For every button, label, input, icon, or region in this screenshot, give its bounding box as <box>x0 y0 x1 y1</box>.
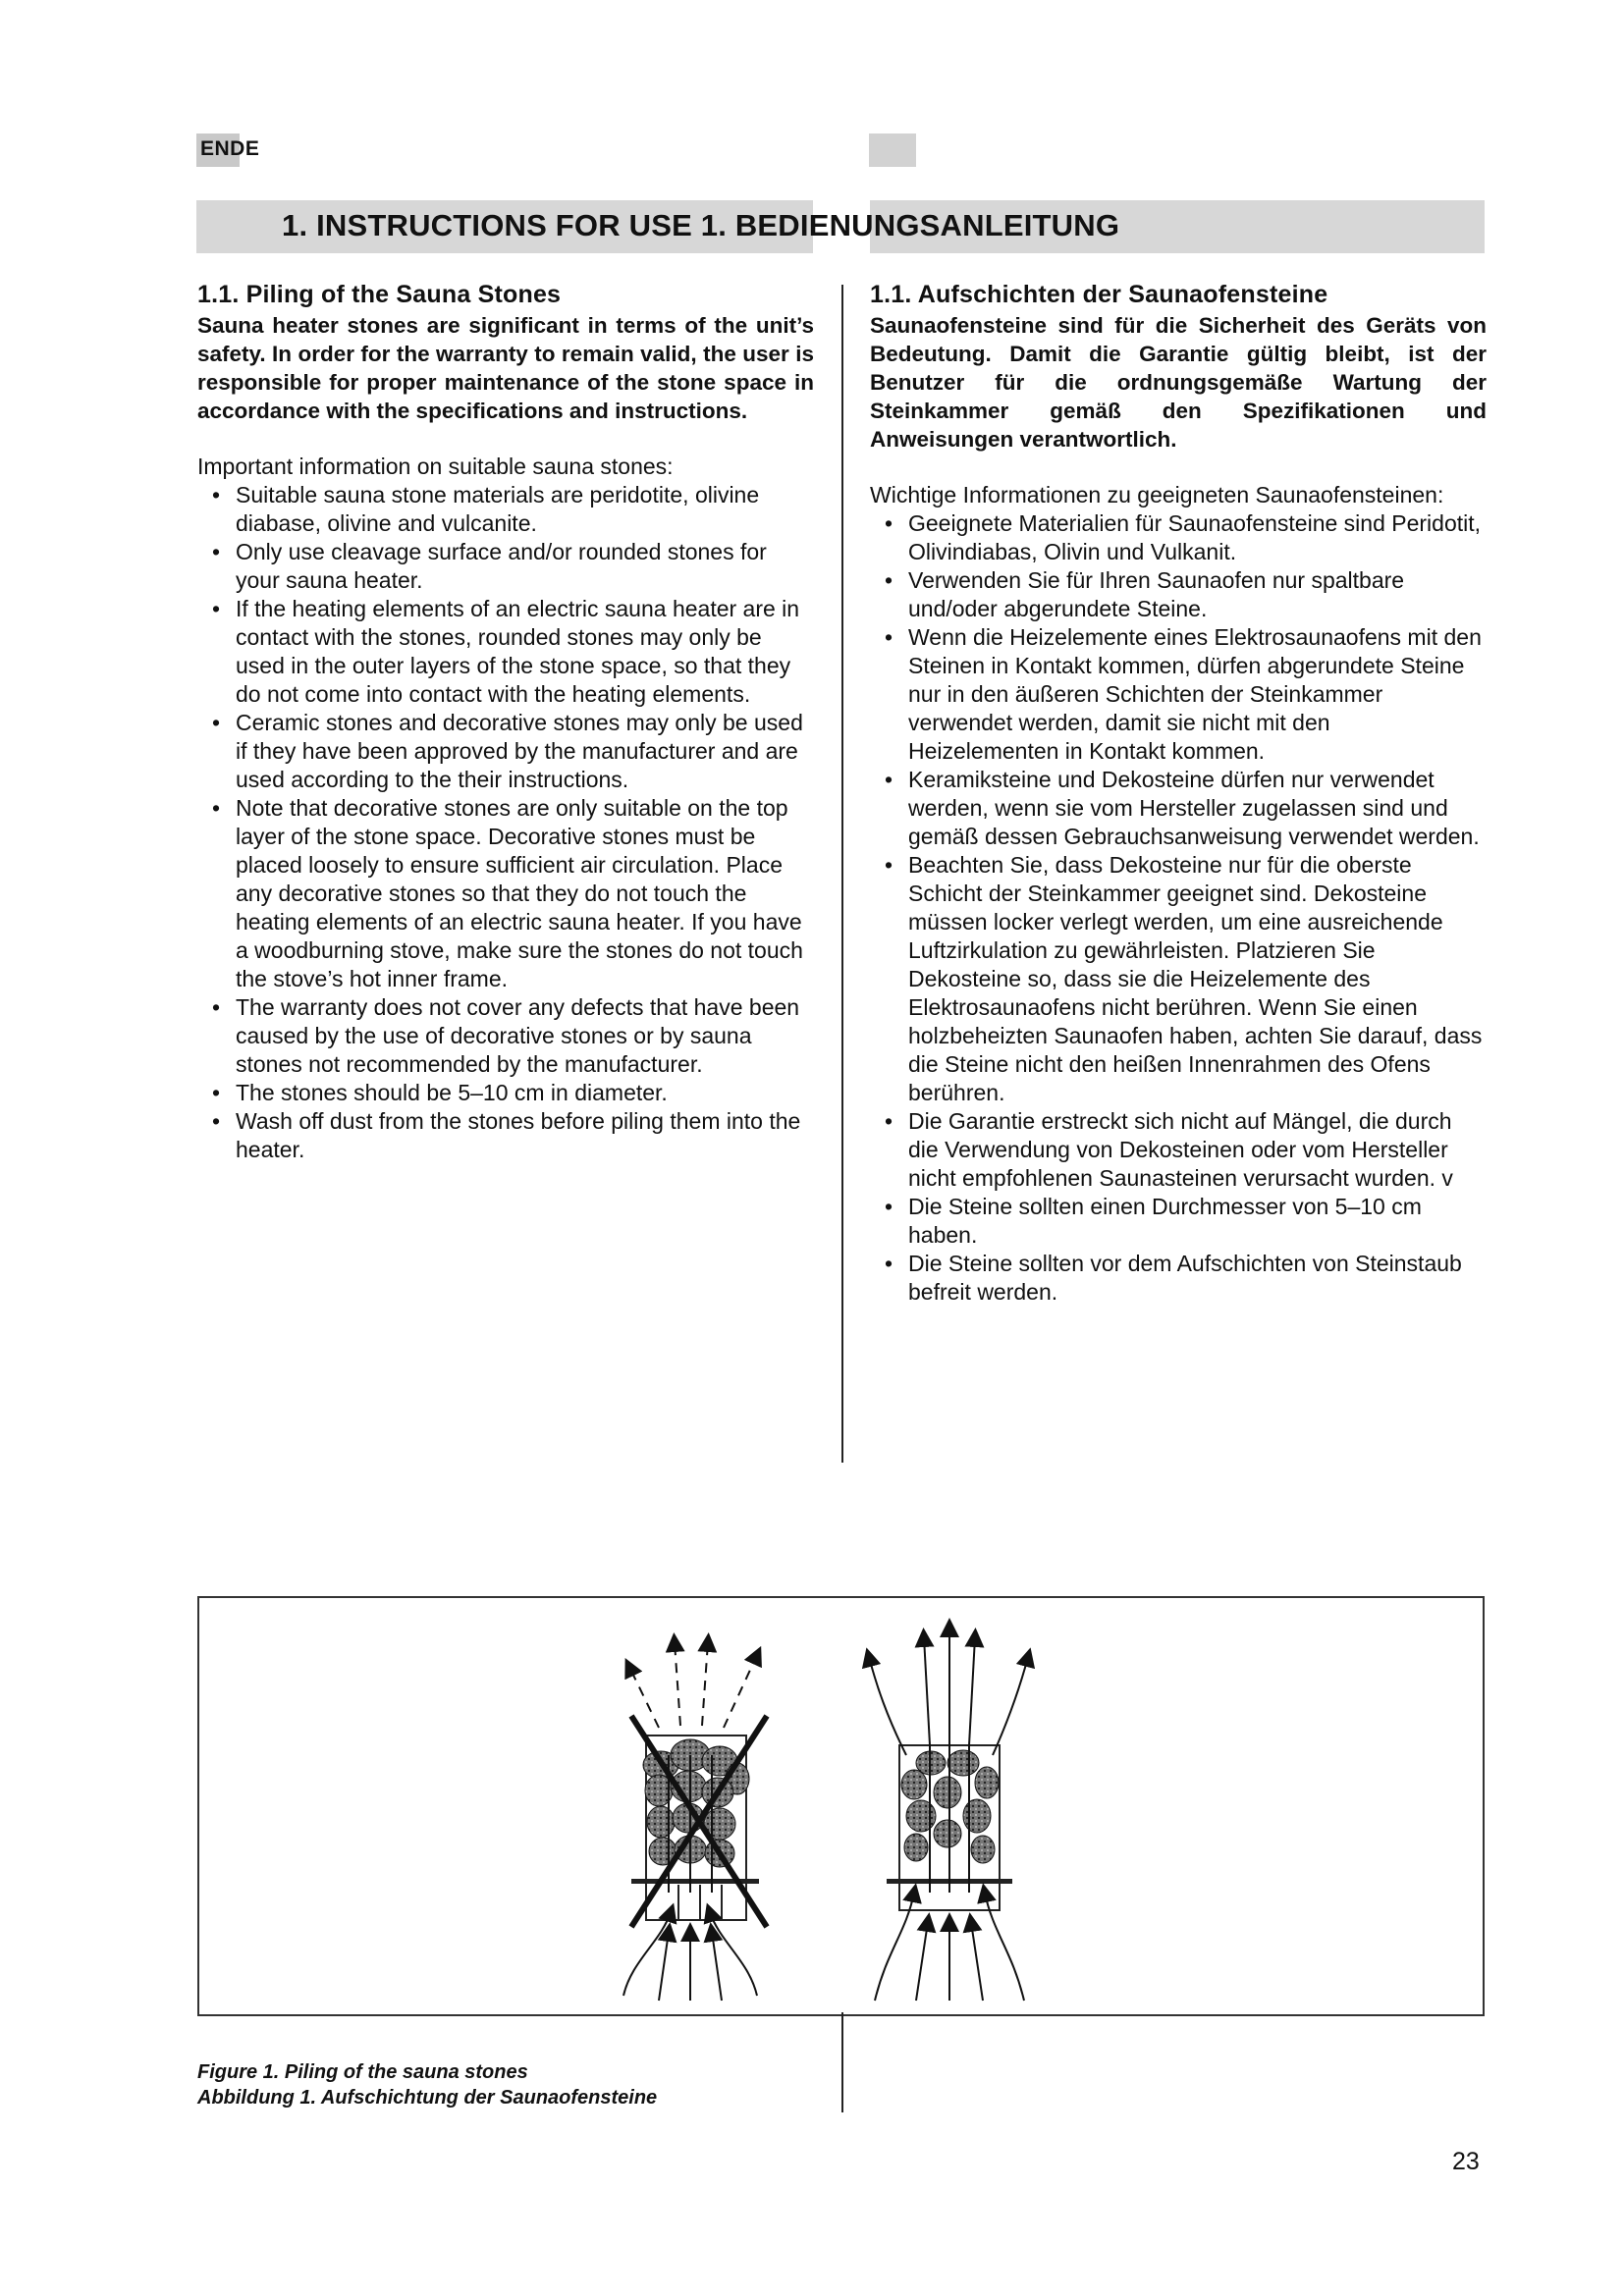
english-heading: 1.1. Piling of the Sauna Stones <box>197 281 562 308</box>
list-item: • The stones should be 5–10 cm in diameter. <box>197 1079 814 1107</box>
list-item: • Suitable sauna stone materials are peridotite, olivine diabase, olivine and vulcanite. <box>197 481 814 538</box>
english-column <box>197 281 814 1164</box>
list-item: • Verwenden Sie für Ihren Saunaofen nur spaltbare und/oder abgerundete Steine. <box>870 566 1487 623</box>
list-item: • Die Garantie erstreckt sich nicht auf Mängel, die durch die Verwendung von Dekosteinen oder vom Hersteller nicht empfohlenen Saunasteinen verursacht wurden. v <box>870 1107 1487 1193</box>
english-bullet-list <box>197 481 814 1164</box>
list-item: • Die Steine sollten vor dem Aufschichten von Steinstaub befreit werden. <box>870 1250 1487 1307</box>
list-item: • The warranty does not cover any defects that have been caused by the use of decorative stones or by sauna stones not recommended by the manufacturer. <box>197 993 814 1079</box>
sauna-stones-illustration <box>199 1598 1483 2014</box>
german-column <box>870 281 1487 1307</box>
figure-caption-german: Abbildung 1. Aufschichtung der Saunaofensteine <box>197 2087 658 2109</box>
list-item: • Ceramic stones and decorative stones may only be used if they have been approved by the manufacturer and are used according to the their instructions. <box>197 709 814 794</box>
list-item: • Beachten Sie, dass Dekosteine nur für die oberste Schicht der Steinkammer geeignet sind. Dekosteine müssen locker verlegt werden, um eine ausreichende Luftzirkulation zu gewährleisten. Platzieren Sie Dekosteine so, dass sie die Heizelemente des Elektrosaunaofens nicht berühren. Wenn Sie einen holzbeheizten Saunaofen haben, achten Sie darauf, dass die Steine nicht den heißen Innenrahmen des Ofens berühren. <box>870 851 1487 1107</box>
list-item: • Keramiksteine und Dekosteine dürfen nur verwendet werden, wenn sie vom Hersteller zugelassen sind und gemäß dessen Gebrauchsanweisung verwendet werden. <box>870 766 1487 851</box>
list-item: • Die Steine sollten einen Durchmesser von 5–10 cm haben. <box>870 1193 1487 1250</box>
list-item: • Wenn die Heizelemente eines Elektrosaunaofens mit den Steinen in Kontakt kommen, dürfen abgerundete Steine nur in den äußeren Schichten der Steinkammer verwendet werden, damit sie nicht mit den Heizelementen in Kontakt kommen. <box>870 623 1487 766</box>
header-marker <box>869 133 916 167</box>
list-item: • Geeignete Materialien für Saunaofensteine sind Peridotit, Olivindiabas, Olivin und Vulkanit. <box>870 509 1487 566</box>
list-item: • Wash off dust from the stones before piling them into the heater. <box>197 1107 814 1164</box>
english-intro: Sauna heater stones are significant in terms of the unit’s safety. In order for the warranty to remain valid, the user is responsible for proper maintenance of the stone space in accordance with the specifications and instructions. <box>197 313 814 423</box>
language-tag: ENDE <box>200 137 260 160</box>
column-divider <box>841 285 843 1463</box>
list-item: • If the heating elements of an electric sauna heater are in contact with the stones, rounded stones may only be used in the outer layers of the stone space, so that they do not come into contact with the heating elements. <box>197 595 814 709</box>
list-item: • Note that decorative stones are only suitable on the top layer of the stone space. Decorative stones must be placed loosely to ensure sufficient air circulation. Place any decorative stones so that they do not touch the heating elements of an electric sauna heater. If you have a woodburning stove, make sure the stones do not touch the stove’s hot inner frame. <box>197 794 814 993</box>
incorrect-heater-diagram <box>623 1642 767 2001</box>
correct-heater-diagram <box>869 1628 1028 2001</box>
list-item: • Only use cleavage surface and/or rounded stones for your sauna heater. <box>197 538 814 595</box>
figure-caption-english: Figure 1. Piling of the sauna stones <box>197 2061 528 2083</box>
german-intro: Saunaofensteine sind für die Sicherheit des Geräts von Bedeutung. Damit die Garantie gültig bleibt, ist der Benutzer für die ordnungsgemäße Wartung der Steinkammer gemäß den Spezifikationen und Anweisungen verantwortlich. <box>870 313 1487 452</box>
section-title: 1. INSTRUCTIONS FOR USE 1. BEDIENUNGSANLEITUNG <box>282 208 1120 242</box>
english-lead: Important information on suitable sauna stones: <box>197 454 674 479</box>
german-heading: 1.1. Aufschichten der Saunaofensteine <box>870 281 1328 308</box>
german-bullet-list <box>870 509 1487 1307</box>
figure-frame <box>197 1596 1485 2016</box>
german-lead: Wichtige Informationen zu geeigneten Saunaofensteinen: <box>870 482 1444 507</box>
figure-caption <box>197 2059 657 2110</box>
page-number: 23 <box>1452 2148 1480 2175</box>
caption-divider <box>841 2012 843 2112</box>
